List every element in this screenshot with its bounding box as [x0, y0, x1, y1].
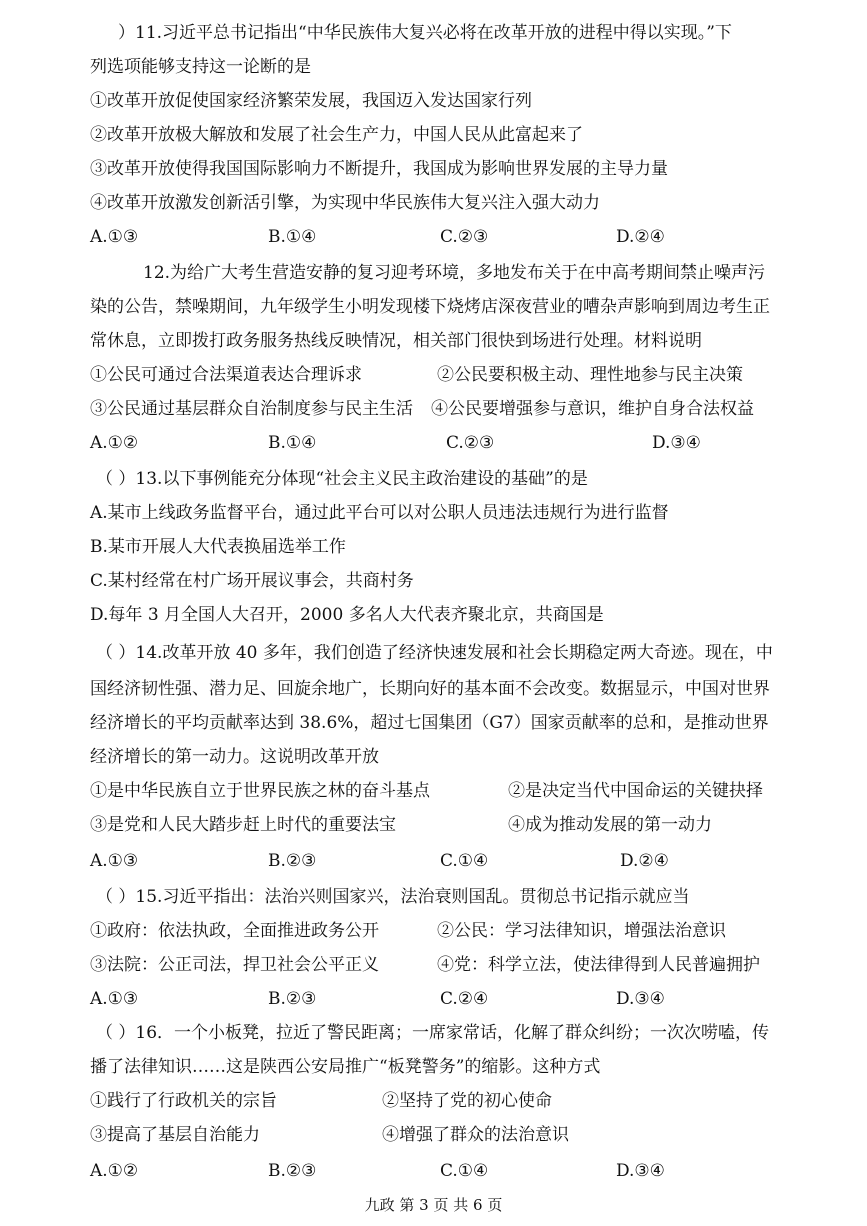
q15-choice-c: C.②④ — [440, 989, 489, 1009]
q16-stem-line-1: （ ）16．一个小板凳，拉近了警民距离；一席家常话，化解了群众纠纷；一次次唠嗑，传 — [96, 1023, 770, 1043]
q15-choice-a: A.①③ — [90, 989, 139, 1009]
q16-statement-2: ②坚持了党的初心使命 — [382, 1091, 552, 1111]
q15-statement-1: ①政府：依法执政，全面推进政务公开 — [90, 921, 379, 941]
q16-choice-c: C.①④ — [440, 1161, 489, 1181]
q16-statement-4: ④增强了群众的法治意识 — [382, 1125, 569, 1145]
q13-choice-d: D.每年 3 月全国人大召开，2000 多名人大代表齐聚北京，共商国是 — [90, 605, 604, 625]
q14-statement-2: ②是决定当代中国命运的关键抉择 — [508, 781, 763, 801]
q12-stem-line-2: 染的公告，禁噪期间，九年级学生小明发现楼下烧烤店深夜营业的嘈杂声影响到周边考生正 — [90, 297, 770, 317]
q12-statement-2: ②公民要积极主动、理性地参与民主决策 — [437, 365, 743, 385]
q16-choice-d: D.③④ — [616, 1161, 665, 1181]
q12-statement-3: ③公民通过基层群众自治制度参与民主生活 — [90, 399, 413, 419]
q14-stem-line-3: 经济增长的平均贡献率达到 38.6%，超过七国集团（G7）国家贡献率的总和，是推动世界 — [90, 713, 769, 733]
q13-choice-b: B.某市开展人大代表换届选举工作 — [90, 537, 346, 557]
q12-choice-a: A.①② — [90, 433, 139, 453]
q14-choice-c: C.①④ — [440, 851, 489, 871]
q14-statement-1: ①是中华民族自立于世界民族之林的奋斗基点 — [90, 781, 430, 801]
q14-choice-a: A.①③ — [90, 851, 139, 871]
q14-stem-line-4: 经济增长的第一动力。这说明改革开放 — [90, 747, 379, 767]
q16-choice-b: B.②③ — [268, 1161, 317, 1181]
q14-stem-line-1: （ ）14.改革开放 40 多年，我们创造了经济快速发展和社会长期稳定两大奇迹。现在，中 — [96, 643, 773, 663]
page-footer: 九政 第 3 页 共 6 页 — [364, 1196, 503, 1214]
q12-choice-d: D.③④ — [652, 433, 701, 453]
q11-stem-line-1: ）11.习近平总书记指出“中华民族伟大复兴必将在改革开放的进程中得以实现。”下 — [118, 23, 732, 43]
q12-stem-line-1: 12.为给广大考生营造安静的复习迎考环境，多地发布关于在中高考期间禁止噪声污 — [143, 263, 766, 283]
q14-choice-b: B.②③ — [268, 851, 317, 871]
q15-choice-d: D.③④ — [616, 989, 665, 1009]
q11-stem-line-2: 列选项能够支持这一论断的是 — [90, 57, 311, 77]
q12-statement-1: ①公民可通过合法渠道表达合理诉求 — [90, 365, 362, 385]
q15-statement-3: ③法院：公正司法，捍卫社会公平正义 — [90, 955, 379, 975]
q13-choice-a: A.某市上线政务监督平台，通过此平台可以对公职人员违法违规行为进行监督 — [90, 503, 669, 523]
q11-statement-2: ②改革开放极大解放和发展了社会生产力，中国人民从此富起来了 — [90, 125, 583, 145]
q11-statement-1: ①改革开放促使国家经济繁荣发展，我国迈入发达国家行列 — [90, 91, 532, 111]
q16-stem-line-2: 播了法律知识……这是陕西公安局推广“板凳警务”的缩影。这种方式 — [90, 1057, 601, 1077]
q12-choice-c: C.②③ — [446, 433, 495, 453]
q14-statement-3: ③是党和人民大踏步赶上时代的重要法宝 — [90, 815, 396, 835]
q11-choice-b: B.①④ — [268, 227, 317, 247]
q11-choice-d: D.②④ — [616, 227, 665, 247]
q14-choice-d: D.②④ — [620, 851, 669, 871]
q12-choice-b: B.①④ — [268, 433, 317, 453]
q11-choice-a: A.①③ — [90, 227, 139, 247]
q13-choice-c: C.某村经常在村广场开展议事会，共商村务 — [90, 571, 414, 591]
q12-stem-line-3: 常休息，立即拨打政务服务热线反映情况，相关部门很快到场进行处理。材料说明 — [90, 331, 702, 351]
q15-statement-4: ④党：科学立法，使法律得到人民普遍拥护 — [437, 955, 760, 975]
q15-statement-2: ②公民：学习法律知识，增强法治意识 — [437, 921, 726, 941]
q16-choice-a: A.①② — [90, 1161, 139, 1181]
q14-statement-4: ④成为推动发展的第一动力 — [508, 815, 712, 835]
q13-stem: （ ）13.以下事例能充分体现“社会主义民主政治建设的基础”的是 — [96, 469, 588, 489]
q11-statement-3: ③改革开放使得我国国际影响力不断提升，我国成为影响世界发展的主导力量 — [90, 159, 668, 179]
q15-choice-b: B.②③ — [268, 989, 317, 1009]
q16-statement-1: ①践行了行政机关的宗旨 — [90, 1091, 277, 1111]
q12-statement-4: ④公民要增强参与意识，维护自身合法权益 — [431, 399, 754, 419]
q14-stem-line-2: 国经济韧性强、潜力足、回旋余地广，长期向好的基本面不会改变。数据显示，中国对世界 — [90, 679, 770, 699]
q11-choice-c: C.②③ — [440, 227, 489, 247]
q11-statement-4: ④改革开放激发创新活引擎，为实现中华民族伟大复兴注入强大动力 — [90, 193, 600, 213]
q16-statement-3: ③提高了基层自治能力 — [90, 1125, 260, 1145]
q15-stem: （ ）15.习近平指出：法治兴则国家兴，法治衰则国乱。贯彻总书记指示就应当 — [96, 887, 690, 907]
